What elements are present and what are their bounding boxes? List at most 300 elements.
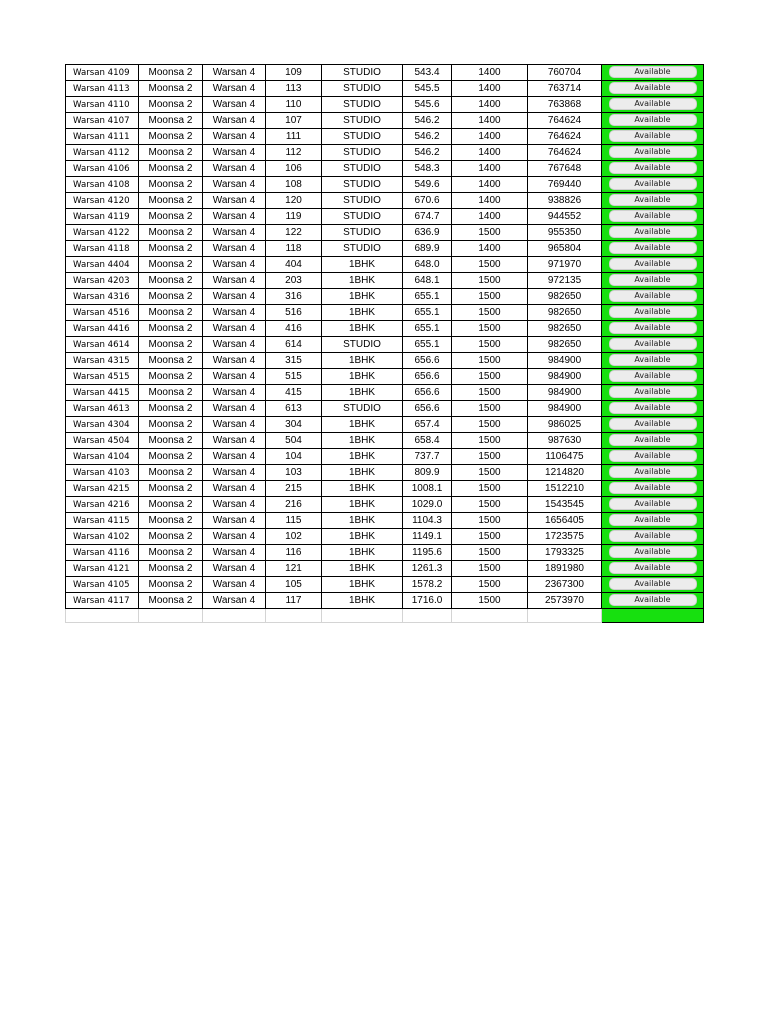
area-cell: 648.1 bbox=[403, 273, 452, 289]
area-cell: 674.7 bbox=[403, 209, 452, 225]
unit-number-cell: 404 bbox=[266, 257, 322, 273]
unit-type-cell: STUDIO bbox=[322, 81, 403, 97]
area-cell: 1008.1 bbox=[403, 481, 452, 497]
unit-type-cell: STUDIO bbox=[322, 241, 403, 257]
unit-type-cell: STUDIO bbox=[322, 209, 403, 225]
building-cell: Warsan 4 bbox=[203, 369, 266, 385]
unit-type-cell: 1BHK bbox=[322, 577, 403, 593]
rate-cell: 1400 bbox=[452, 193, 528, 209]
table-row bbox=[66, 193, 704, 209]
rate-cell: 1500 bbox=[452, 417, 528, 433]
rate-cell: 1500 bbox=[452, 369, 528, 385]
unit-number-cell: 504 bbox=[266, 433, 322, 449]
unit-number-cell: 102 bbox=[266, 529, 322, 545]
building-cell: Warsan 4 bbox=[203, 497, 266, 513]
area-cell: 737.7 bbox=[403, 449, 452, 465]
unit-type-cell: 1BHK bbox=[322, 257, 403, 273]
status-badge[interactable]: Available bbox=[609, 162, 697, 174]
unit-number-cell: 110 bbox=[266, 97, 322, 113]
status-badge[interactable]: Available bbox=[609, 514, 697, 526]
table-row bbox=[66, 497, 704, 513]
unit-name-cell: Warsan 4109 bbox=[66, 65, 139, 81]
unit-name-cell: Warsan 4120 bbox=[66, 193, 139, 209]
unit-number-cell: 216 bbox=[266, 497, 322, 513]
unit-name-cell: Warsan 4116 bbox=[66, 545, 139, 561]
unit-type-cell: 1BHK bbox=[322, 305, 403, 321]
status-badge[interactable]: Available bbox=[609, 530, 697, 542]
unit-number-cell: 416 bbox=[266, 321, 322, 337]
unit-number-cell: 203 bbox=[266, 273, 322, 289]
unit-number-cell: 115 bbox=[266, 513, 322, 529]
price-cell: 763868 bbox=[528, 97, 602, 113]
status-badge[interactable]: Available bbox=[609, 242, 697, 254]
status-cell bbox=[602, 257, 704, 273]
status-cell bbox=[602, 417, 704, 433]
unit-number-cell: 103 bbox=[266, 465, 322, 481]
table-row bbox=[66, 417, 704, 433]
rate-cell: 1400 bbox=[452, 209, 528, 225]
table-row bbox=[66, 433, 704, 449]
status-badge[interactable]: Available bbox=[609, 178, 697, 190]
table-row bbox=[66, 289, 704, 305]
status-cell bbox=[602, 113, 704, 129]
table-row bbox=[66, 465, 704, 481]
unit-type-cell: STUDIO bbox=[322, 401, 403, 417]
status-cell bbox=[602, 129, 704, 145]
price-cell: 2367300 bbox=[528, 577, 602, 593]
unit-name-cell: Warsan 4106 bbox=[66, 161, 139, 177]
status-badge[interactable]: Available bbox=[609, 594, 697, 606]
status-cell bbox=[602, 337, 704, 353]
table-row bbox=[66, 161, 704, 177]
unit-type-cell: STUDIO bbox=[322, 65, 403, 81]
table-row bbox=[66, 529, 704, 545]
price-cell: 764624 bbox=[528, 145, 602, 161]
status-cell bbox=[602, 545, 704, 561]
status-cell bbox=[602, 433, 704, 449]
unit-type-cell: STUDIO bbox=[322, 193, 403, 209]
project-cell: Moonsa 2 bbox=[139, 65, 203, 81]
price-cell: 1512210 bbox=[528, 481, 602, 497]
unit-number-cell: 108 bbox=[266, 177, 322, 193]
unit-type-cell: 1BHK bbox=[322, 353, 403, 369]
price-cell: 984900 bbox=[528, 385, 602, 401]
rate-cell: 1500 bbox=[452, 385, 528, 401]
price-cell: 1543545 bbox=[528, 497, 602, 513]
building-cell: Warsan 4 bbox=[203, 193, 266, 209]
table-row bbox=[66, 385, 704, 401]
unit-type-cell: 1BHK bbox=[322, 449, 403, 465]
table-row bbox=[66, 177, 704, 193]
project-cell: Moonsa 2 bbox=[139, 161, 203, 177]
building-cell: Warsan 4 bbox=[203, 209, 266, 225]
price-cell: 971970 bbox=[528, 257, 602, 273]
unit-number-cell: 106 bbox=[266, 161, 322, 177]
unit-number-cell: 117 bbox=[266, 593, 322, 609]
status-badge[interactable]: Available bbox=[609, 434, 697, 446]
unit-number-cell: 119 bbox=[266, 209, 322, 225]
rate-cell: 1400 bbox=[452, 113, 528, 129]
price-cell: 764624 bbox=[528, 113, 602, 129]
price-cell: 965804 bbox=[528, 241, 602, 257]
unit-type-cell: STUDIO bbox=[322, 225, 403, 241]
status-badge[interactable]: Available bbox=[609, 306, 697, 318]
status-badge[interactable]: Available bbox=[609, 322, 697, 334]
status-badge[interactable]: Available bbox=[609, 98, 697, 110]
unit-number-cell: 415 bbox=[266, 385, 322, 401]
unit-type-cell: STUDIO bbox=[322, 337, 403, 353]
area-cell: 655.1 bbox=[403, 337, 452, 353]
price-cell: 984900 bbox=[528, 369, 602, 385]
project-cell: Moonsa 2 bbox=[139, 289, 203, 305]
project-cell: Moonsa 2 bbox=[139, 113, 203, 129]
price-cell: 984900 bbox=[528, 353, 602, 369]
status-badge[interactable]: Available bbox=[609, 562, 697, 574]
table-row bbox=[66, 449, 704, 465]
price-cell: 984900 bbox=[528, 401, 602, 417]
project-cell: Moonsa 2 bbox=[139, 353, 203, 369]
status-cell bbox=[602, 65, 704, 81]
unit-name-cell: Warsan 4104 bbox=[66, 449, 139, 465]
building-cell: Warsan 4 bbox=[203, 97, 266, 113]
unit-name-cell: Warsan 4304 bbox=[66, 417, 139, 433]
units-table bbox=[65, 64, 704, 623]
building-cell: Warsan 4 bbox=[203, 593, 266, 609]
unit-name-cell: Warsan 4110 bbox=[66, 97, 139, 113]
area-cell: 656.6 bbox=[403, 385, 452, 401]
empty-cell bbox=[528, 609, 602, 623]
status-cell bbox=[602, 481, 704, 497]
area-cell: 689.9 bbox=[403, 241, 452, 257]
table-row bbox=[66, 241, 704, 257]
unit-number-cell: 515 bbox=[266, 369, 322, 385]
unit-number-cell: 112 bbox=[266, 145, 322, 161]
area-cell: 546.2 bbox=[403, 145, 452, 161]
unit-type-cell: STUDIO bbox=[322, 177, 403, 193]
building-cell: Warsan 4 bbox=[203, 401, 266, 417]
price-cell: 760704 bbox=[528, 65, 602, 81]
price-cell: 982650 bbox=[528, 321, 602, 337]
unit-name-cell: Warsan 4115 bbox=[66, 513, 139, 529]
status-badge[interactable]: Available bbox=[609, 130, 697, 142]
price-cell: 955350 bbox=[528, 225, 602, 241]
status-badge[interactable]: Available bbox=[609, 418, 697, 430]
price-cell: 1214820 bbox=[528, 465, 602, 481]
unit-type-cell: STUDIO bbox=[322, 145, 403, 161]
status-badge[interactable]: Available bbox=[609, 194, 697, 206]
status-badge[interactable]: Available bbox=[609, 498, 697, 510]
table-row bbox=[66, 209, 704, 225]
price-cell: 987630 bbox=[528, 433, 602, 449]
unit-type-cell: 1BHK bbox=[322, 433, 403, 449]
unit-name-cell: Warsan 4416 bbox=[66, 321, 139, 337]
project-cell: Moonsa 2 bbox=[139, 417, 203, 433]
project-cell: Moonsa 2 bbox=[139, 129, 203, 145]
table-row bbox=[66, 481, 704, 497]
status-cell bbox=[602, 513, 704, 529]
status-cell bbox=[602, 577, 704, 593]
unit-type-cell: 1BHK bbox=[322, 273, 403, 289]
status-cell bbox=[602, 241, 704, 257]
building-cell: Warsan 4 bbox=[203, 145, 266, 161]
table-row bbox=[66, 353, 704, 369]
table-row bbox=[66, 129, 704, 145]
status-badge[interactable]: Available bbox=[609, 146, 697, 158]
price-cell: 767648 bbox=[528, 161, 602, 177]
rate-cell: 1500 bbox=[452, 529, 528, 545]
area-cell: 545.5 bbox=[403, 81, 452, 97]
rate-cell: 1500 bbox=[452, 401, 528, 417]
status-cell bbox=[602, 81, 704, 97]
area-cell: 656.6 bbox=[403, 369, 452, 385]
unit-type-cell: 1BHK bbox=[322, 369, 403, 385]
building-cell: Warsan 4 bbox=[203, 81, 266, 97]
building-cell: Warsan 4 bbox=[203, 433, 266, 449]
building-cell: Warsan 4 bbox=[203, 305, 266, 321]
status-badge[interactable]: Available bbox=[609, 82, 697, 94]
table-row bbox=[66, 337, 704, 353]
project-cell: Moonsa 2 bbox=[139, 321, 203, 337]
status-badge[interactable]: Available bbox=[609, 578, 697, 590]
unit-name-cell: Warsan 4216 bbox=[66, 497, 139, 513]
area-cell: 656.6 bbox=[403, 401, 452, 417]
project-cell: Moonsa 2 bbox=[139, 465, 203, 481]
rate-cell: 1500 bbox=[452, 305, 528, 321]
project-cell: Moonsa 2 bbox=[139, 225, 203, 241]
price-cell: 986025 bbox=[528, 417, 602, 433]
status-cell bbox=[602, 321, 704, 337]
rate-cell: 1400 bbox=[452, 97, 528, 113]
table-row bbox=[66, 81, 704, 97]
project-cell: Moonsa 2 bbox=[139, 577, 203, 593]
area-cell: 636.9 bbox=[403, 225, 452, 241]
unit-type-cell: 1BHK bbox=[322, 321, 403, 337]
rate-cell: 1500 bbox=[452, 353, 528, 369]
building-cell: Warsan 4 bbox=[203, 337, 266, 353]
building-cell: Warsan 4 bbox=[203, 353, 266, 369]
status-cell bbox=[602, 385, 704, 401]
building-cell: Warsan 4 bbox=[203, 257, 266, 273]
status-badge[interactable]: Available bbox=[609, 546, 697, 558]
empty-cell bbox=[452, 609, 528, 623]
area-cell: 1578.2 bbox=[403, 577, 452, 593]
status-badge[interactable]: Available bbox=[609, 114, 697, 126]
project-cell: Moonsa 2 bbox=[139, 193, 203, 209]
status-badge[interactable]: Available bbox=[609, 354, 697, 366]
unit-number-cell: 116 bbox=[266, 545, 322, 561]
unit-name-cell: Warsan 4111 bbox=[66, 129, 139, 145]
table-row bbox=[66, 97, 704, 113]
unit-type-cell: 1BHK bbox=[322, 593, 403, 609]
status-cell bbox=[602, 161, 704, 177]
area-cell: 655.1 bbox=[403, 305, 452, 321]
unit-type-cell: STUDIO bbox=[322, 113, 403, 129]
price-cell: 982650 bbox=[528, 289, 602, 305]
unit-number-cell: 109 bbox=[266, 65, 322, 81]
building-cell: Warsan 4 bbox=[203, 545, 266, 561]
rate-cell: 1500 bbox=[452, 433, 528, 449]
table-row bbox=[66, 401, 704, 417]
area-cell: 655.1 bbox=[403, 321, 452, 337]
building-cell: Warsan 4 bbox=[203, 321, 266, 337]
project-cell: Moonsa 2 bbox=[139, 209, 203, 225]
area-cell: 546.2 bbox=[403, 113, 452, 129]
price-cell: 938826 bbox=[528, 193, 602, 209]
unit-number-cell: 614 bbox=[266, 337, 322, 353]
building-cell: Warsan 4 bbox=[203, 577, 266, 593]
project-cell: Moonsa 2 bbox=[139, 145, 203, 161]
rate-cell: 1500 bbox=[452, 497, 528, 513]
rate-cell: 1500 bbox=[452, 321, 528, 337]
area-cell: 1195.6 bbox=[403, 545, 452, 561]
area-cell: 1261.3 bbox=[403, 561, 452, 577]
empty-row bbox=[66, 609, 704, 623]
project-cell: Moonsa 2 bbox=[139, 497, 203, 513]
project-cell: Moonsa 2 bbox=[139, 337, 203, 353]
unit-name-cell: Warsan 4504 bbox=[66, 433, 139, 449]
rate-cell: 1500 bbox=[452, 465, 528, 481]
status-badge[interactable]: Available bbox=[609, 274, 697, 286]
project-cell: Moonsa 2 bbox=[139, 545, 203, 561]
status-badge[interactable]: Available bbox=[609, 290, 697, 302]
status-cell bbox=[602, 561, 704, 577]
rate-cell: 1400 bbox=[452, 65, 528, 81]
unit-type-cell: 1BHK bbox=[322, 497, 403, 513]
building-cell: Warsan 4 bbox=[203, 225, 266, 241]
status-badge[interactable]: Available bbox=[609, 370, 697, 382]
status-badge[interactable]: Available bbox=[609, 338, 697, 350]
price-cell: 763714 bbox=[528, 81, 602, 97]
rate-cell: 1500 bbox=[452, 337, 528, 353]
rate-cell: 1400 bbox=[452, 129, 528, 145]
project-cell: Moonsa 2 bbox=[139, 177, 203, 193]
area-cell: 546.2 bbox=[403, 129, 452, 145]
unit-type-cell: STUDIO bbox=[322, 97, 403, 113]
status-cell bbox=[602, 289, 704, 305]
status-cell bbox=[602, 529, 704, 545]
table-row bbox=[66, 225, 704, 241]
unit-name-cell: Warsan 4108 bbox=[66, 177, 139, 193]
status-badge[interactable]: Available bbox=[609, 258, 697, 270]
area-cell: 543.4 bbox=[403, 65, 452, 81]
area-cell: 658.4 bbox=[403, 433, 452, 449]
project-cell: Moonsa 2 bbox=[139, 513, 203, 529]
unit-type-cell: 1BHK bbox=[322, 529, 403, 545]
unit-name-cell: Warsan 4315 bbox=[66, 353, 139, 369]
status-cell bbox=[602, 465, 704, 481]
unit-name-cell: Warsan 4118 bbox=[66, 241, 139, 257]
rate-cell: 1500 bbox=[452, 225, 528, 241]
empty-cell bbox=[266, 609, 322, 623]
rate-cell: 1400 bbox=[452, 161, 528, 177]
building-cell: Warsan 4 bbox=[203, 113, 266, 129]
table-row bbox=[66, 113, 704, 129]
status-cell bbox=[602, 209, 704, 225]
unit-name-cell: Warsan 4415 bbox=[66, 385, 139, 401]
status-cell bbox=[602, 497, 704, 513]
unit-type-cell: STUDIO bbox=[322, 161, 403, 177]
status-cell bbox=[602, 353, 704, 369]
area-cell: 545.6 bbox=[403, 97, 452, 113]
building-cell: Warsan 4 bbox=[203, 385, 266, 401]
area-cell: 1029.0 bbox=[403, 497, 452, 513]
unit-type-cell: 1BHK bbox=[322, 545, 403, 561]
status-cell bbox=[602, 401, 704, 417]
status-badge[interactable]: Available bbox=[609, 402, 697, 414]
rate-cell: 1400 bbox=[452, 81, 528, 97]
empty-cell bbox=[322, 609, 403, 623]
unit-name-cell: Warsan 4203 bbox=[66, 273, 139, 289]
empty-cell bbox=[403, 609, 452, 623]
status-badge[interactable]: Available bbox=[609, 210, 697, 222]
building-cell: Warsan 4 bbox=[203, 529, 266, 545]
empty-cell bbox=[203, 609, 266, 623]
table-row bbox=[66, 369, 704, 385]
status-cell bbox=[602, 609, 704, 623]
price-cell: 1106475 bbox=[528, 449, 602, 465]
status-badge[interactable]: Available bbox=[609, 66, 697, 78]
unit-number-cell: 304 bbox=[266, 417, 322, 433]
rate-cell: 1400 bbox=[452, 145, 528, 161]
project-cell: Moonsa 2 bbox=[139, 81, 203, 97]
unit-type-cell: 1BHK bbox=[322, 289, 403, 305]
rate-cell: 1500 bbox=[452, 449, 528, 465]
price-cell: 1891980 bbox=[528, 561, 602, 577]
price-cell: 1723575 bbox=[528, 529, 602, 545]
unit-number-cell: 516 bbox=[266, 305, 322, 321]
building-cell: Warsan 4 bbox=[203, 161, 266, 177]
building-cell: Warsan 4 bbox=[203, 561, 266, 577]
project-cell: Moonsa 2 bbox=[139, 369, 203, 385]
rate-cell: 1500 bbox=[452, 577, 528, 593]
status-badge[interactable]: Available bbox=[609, 450, 697, 462]
rate-cell: 1500 bbox=[452, 481, 528, 497]
status-badge[interactable]: Available bbox=[609, 226, 697, 238]
area-cell: 549.6 bbox=[403, 177, 452, 193]
table-row bbox=[66, 545, 704, 561]
building-cell: Warsan 4 bbox=[203, 417, 266, 433]
unit-number-cell: 113 bbox=[266, 81, 322, 97]
status-cell bbox=[602, 273, 704, 289]
empty-cell bbox=[139, 609, 203, 623]
unit-number-cell: 107 bbox=[266, 113, 322, 129]
building-cell: Warsan 4 bbox=[203, 65, 266, 81]
area-cell: 656.6 bbox=[403, 353, 452, 369]
status-badge[interactable]: Available bbox=[609, 386, 697, 398]
unit-type-cell: 1BHK bbox=[322, 417, 403, 433]
project-cell: Moonsa 2 bbox=[139, 385, 203, 401]
building-cell: Warsan 4 bbox=[203, 177, 266, 193]
rate-cell: 1500 bbox=[452, 513, 528, 529]
area-cell: 670.6 bbox=[403, 193, 452, 209]
project-cell: Moonsa 2 bbox=[139, 561, 203, 577]
unit-name-cell: Warsan 4515 bbox=[66, 369, 139, 385]
unit-number-cell: 104 bbox=[266, 449, 322, 465]
project-cell: Moonsa 2 bbox=[139, 593, 203, 609]
unit-number-cell: 315 bbox=[266, 353, 322, 369]
area-cell: 1149.1 bbox=[403, 529, 452, 545]
price-cell: 764624 bbox=[528, 129, 602, 145]
status-badge[interactable]: Available bbox=[609, 482, 697, 494]
project-cell: Moonsa 2 bbox=[139, 401, 203, 417]
table-row bbox=[66, 593, 704, 609]
status-badge[interactable]: Available bbox=[609, 466, 697, 478]
unit-name-cell: Warsan 4316 bbox=[66, 289, 139, 305]
unit-number-cell: 120 bbox=[266, 193, 322, 209]
unit-type-cell: 1BHK bbox=[322, 465, 403, 481]
status-cell bbox=[602, 369, 704, 385]
unit-name-cell: Warsan 4404 bbox=[66, 257, 139, 273]
